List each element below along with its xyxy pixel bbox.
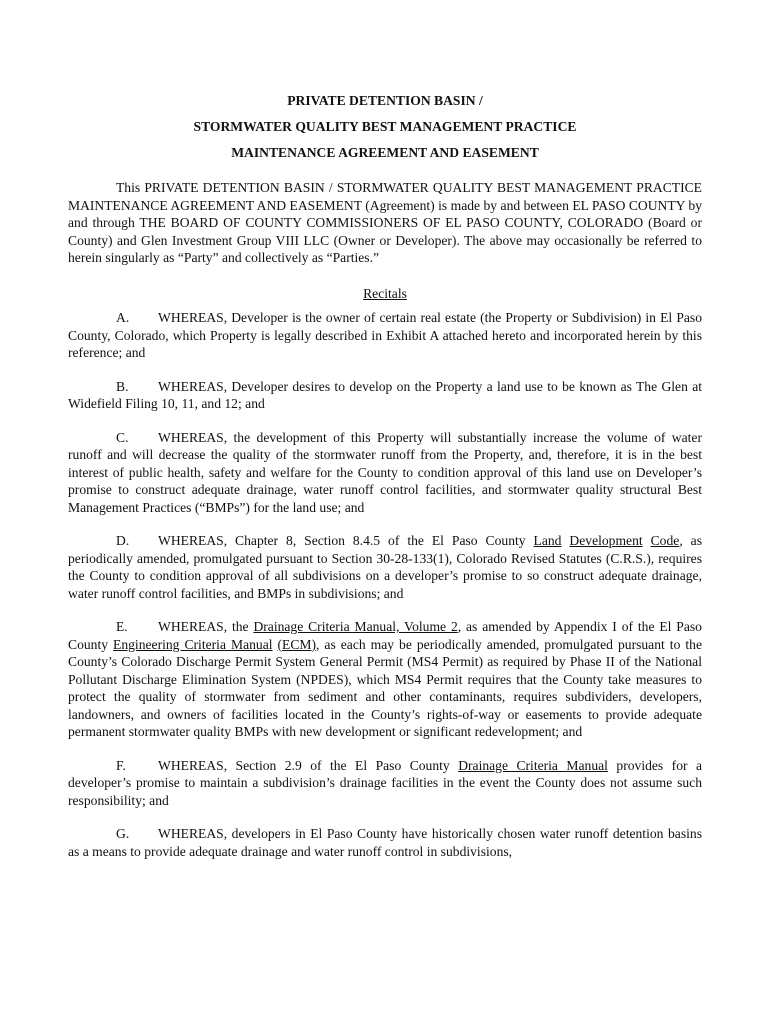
land-development-code-ref: Land <box>533 533 562 548</box>
recital-letter: B. <box>116 378 129 394</box>
recitals-heading: Recitals <box>363 285 407 301</box>
recital-text: WHEREAS, developers in El Paso County have historically chosen water runoff detention basins as a means to provide adequate drainage and water runoff control in subdivisions, <box>68 826 702 859</box>
recital-text: WHEREAS, the <box>158 619 254 634</box>
recital-letter: F. <box>116 757 126 773</box>
recital-text: provides for a developer’s promise to maintain a subdivision’s drainage facilities in the event the County does not assume such responsibility; and <box>68 757 702 808</box>
recital-d <box>68 532 702 602</box>
drainage-criteria-manual-ref: Drainage Criteria Manual, Volume 2 <box>253 619 458 634</box>
recital-text: , as amended by Appendix I of the El Paso County <box>68 619 702 652</box>
recital-c <box>68 429 702 517</box>
land-development-code-ref: Code <box>650 533 680 548</box>
recital-f <box>68 757 702 810</box>
recital-text: WHEREAS, Chapter 8, Section 8.4.5 of the El Paso County <box>158 533 534 548</box>
recital-text: WHEREAS, the development of this Property will substantially increase the volume of water runoff and will decrease the quality of the stormwater runoff from the Property, and, therefore, it is in the best interest of public health, safety and welfare for the County to condition approval of this land use on Developer’s promise to construct adequate drainage, water runoff control facilities, and stormwater quality structural Best Management Practices (“BMPs”) for the land use; and <box>68 429 702 515</box>
recital-letter: D. <box>116 533 130 548</box>
ecm-ref: (ECM) <box>277 636 317 652</box>
land-development-code-ref: Development <box>569 533 643 548</box>
recital-e <box>68 618 702 741</box>
recital-text: WHEREAS, Developer desires to develop on the Property a land use to be known as The Glen at Widefield Filing 10, 11, and 12; and <box>68 378 702 411</box>
recital-letter: A. <box>116 310 130 325</box>
recital-b <box>68 378 702 413</box>
title-line-1: PRIVATE DETENTION BASIN / <box>287 93 483 108</box>
recital-letter: G. <box>116 826 130 841</box>
document-page <box>68 92 702 876</box>
engineering-criteria-manual-ref: Engineering Criteria Manual <box>113 636 273 652</box>
recital-letter: C. <box>116 429 129 445</box>
recital-text: , as each may be periodically amended, promulgated pursuant to the County’s Colorado Discharge Permit System General Permit (MS4 Permit) as required by Phase II of the National Pollutant Discharge Elimination System (NPDES), which MS4 Permit requires that the County take measures to protect the quality of stormwater from sediment and other contaminants, requires subdividers, developers, landowners, and owners of facilities located in the County’s rights-of-way or easements to provide adequate permanent stormwater quality BMPs with new development or significant redevelopment; and <box>68 636 702 739</box>
recital-a <box>68 309 702 362</box>
title-line-3: MAINTENANCE AGREEMENT AND EASEMENT <box>231 145 539 160</box>
recital-text: WHEREAS, Developer is the owner of certain real estate (the Property or Subdivision) in El Paso County, Colorado, which Property is legally described in Exhibit A attached hereto and incorporated herein by this reference; and <box>68 310 702 360</box>
recital-letter: E. <box>116 619 128 634</box>
recital-g <box>68 825 702 860</box>
drainage-criteria-manual-ref: Drainage Criteria Manual <box>458 757 608 773</box>
title-line-2: STORMWATER QUALITY BEST MANAGEMENT PRACTICE <box>193 119 577 134</box>
recital-text: , as periodically amended, promulgated pursuant to Section 30-28-133(1), Colorado Revised Statutes (C.R.S.), requires the County to condition approval of all subdivisions on a developer’s promise to so construct adequate drainage, water runoff control facilities, and BMPs in subdivisions; and <box>68 533 702 601</box>
intro-paragraph: This PRIVATE DETENTION BASIN / STORMWATER QUALITY BEST MANAGEMENT PRACTICE MAINTENANCE AGREEMENT AND EASEMENT (Agreement) is made by and between EL PASO COUNTY by and through THE BOARD OF COUNTY COMMISSIONERS OF EL PASO COUNTY, COLORADO (Board or County) and Glen Investment Group VIII LLC (Owner or Developer). The above may occasionally be referred to herein singularly as “Party” and collectively as “Parties.” <box>68 180 702 265</box>
recital-text: WHEREAS, Section 2.9 of the El Paso County <box>158 757 459 773</box>
